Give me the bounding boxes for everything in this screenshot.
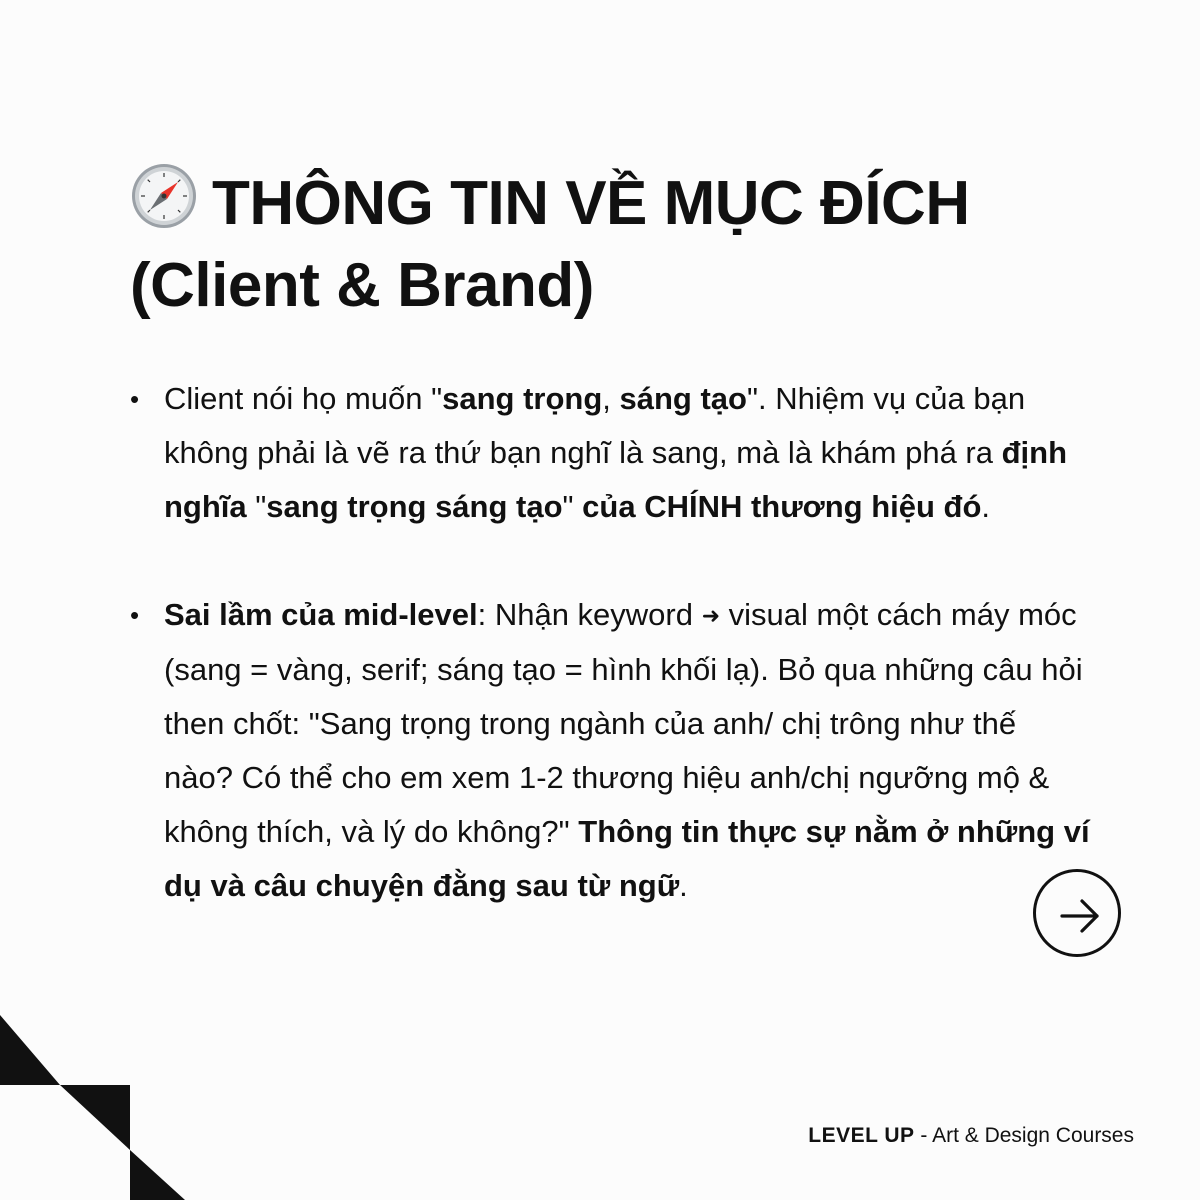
text: " <box>246 489 267 524</box>
tagline: Art & Design Courses <box>932 1124 1134 1147</box>
title-line-1: THÔNG TIN VỀ MỤC ĐÍCH <box>212 169 970 238</box>
page-title <box>130 162 1130 327</box>
text: : Nhận keyword <box>477 597 702 632</box>
bold-text: định nghĩa <box>164 435 1068 524</box>
text: visual một cách máy móc (sang = vàng, serif; sáng tạo = hình khối lạ). Bỏ qua những câu hỏi then chốt: "Sang trọng trong ngành của anh/ chị trông như thế nào? Có thể cho em xem 1-2 thương hiệu anh/chị ngưỡng mộ & không thích, và lý do không?" <box>164 597 1083 849</box>
list-item <box>130 372 1090 534</box>
separator: - <box>914 1124 933 1147</box>
bold-text: Sai lầm của mid-level <box>164 597 478 632</box>
text: Client nói họ muốn " <box>164 381 443 416</box>
corner-decoration <box>0 1010 190 1200</box>
title-line-2: (Client & Brand) <box>130 251 594 320</box>
compass-icon <box>130 162 198 230</box>
text: " <box>562 489 583 524</box>
text: . <box>981 489 991 524</box>
list-item <box>130 588 1090 913</box>
arrow-icon: ➜ <box>701 603 721 628</box>
next-button[interactable] <box>1033 869 1121 957</box>
bold-text: Thông tin thực sự nằm ở những ví dụ và câu chuyện đằng sau từ ngữ <box>164 814 1090 903</box>
bold-text: sang trọng sáng tạo <box>266 489 563 524</box>
bullet-list <box>130 372 1090 913</box>
bold-text: sang trọng <box>442 381 603 416</box>
footer-brand <box>808 1124 1134 1148</box>
arrow-right-icon <box>1055 891 1105 941</box>
bold-text: của CHÍNH thương hiệu đó <box>582 489 982 524</box>
text: ". Nhiệm vụ của bạn không phải là vẽ ra thứ bạn nghĩ là sang, mà là khám phá ra <box>164 381 1026 470</box>
brand-name: LEVEL UP <box>808 1124 915 1147</box>
text: . <box>679 868 688 903</box>
text: , <box>602 381 620 416</box>
bold-text: sáng tạo <box>619 381 747 416</box>
